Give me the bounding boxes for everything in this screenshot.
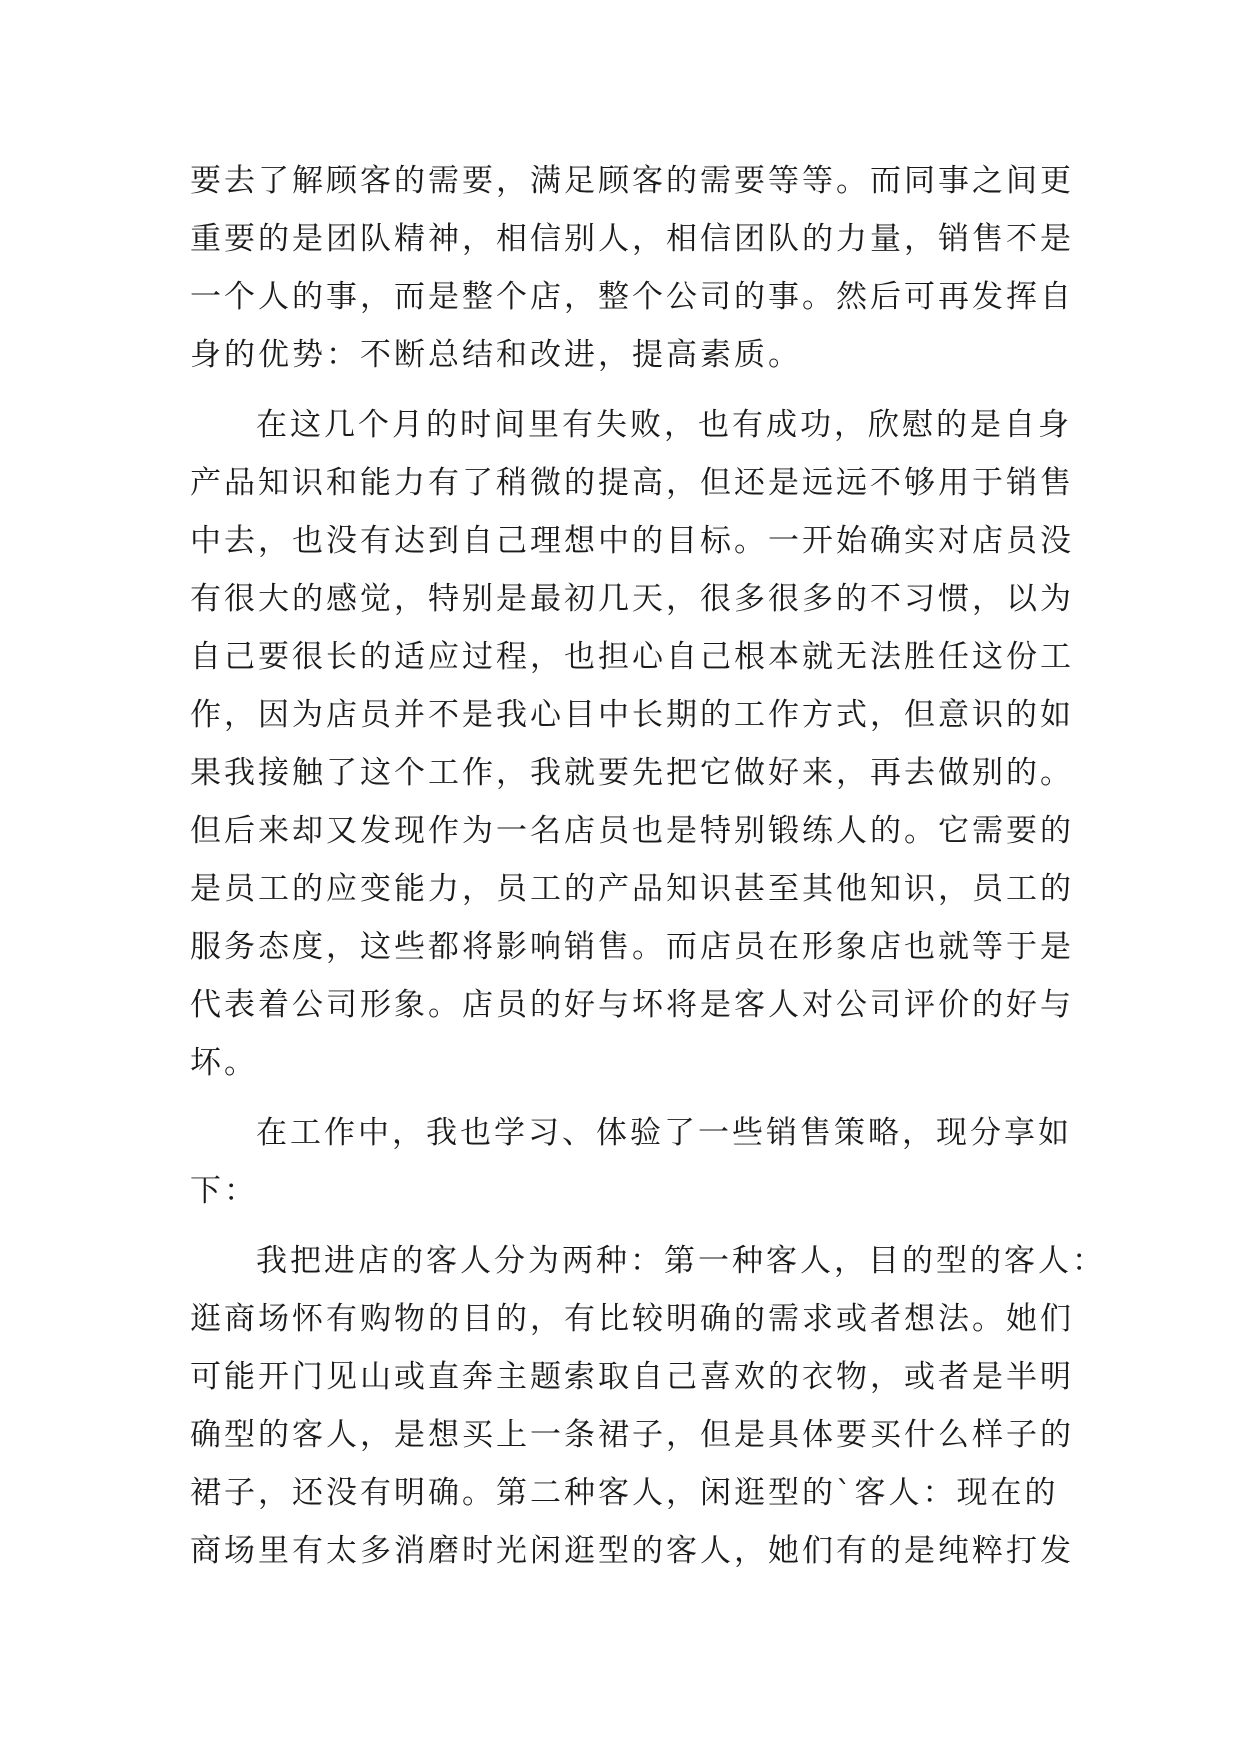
- text-line: 果我接触了这个工作，我就要先把它做好来，再去做别的。: [190, 755, 1074, 791]
- text-line: 商场里有太多消磨时光闲逛型的客人，她们有的是纯粹打发: [190, 1533, 1074, 1569]
- text-line: 确型的客人，是想买上一条裙子，但是具体要买什么样子的: [190, 1417, 1074, 1453]
- paragraph-first-line: 我把进店的客人分为两种：第一种客人，目的型的客人：: [256, 1243, 1106, 1279]
- text-line: 有很大的感觉，特别是最初几天，很多很多的不习惯，以为: [190, 581, 1074, 617]
- document-body: [190, 152, 1106, 1580]
- text-line: 服务态度，这些都将影响销售。而店员在形象店也就等于是: [190, 929, 1074, 965]
- text-line: 重要的是团队精神，相信别人，相信团队的力量，销售不是: [190, 221, 1074, 257]
- paragraph-first-line: 在工作中，我也学习、体验了一些销售策略，现分享如: [256, 1115, 1072, 1151]
- paragraph-first-line: 在这几个月的时间里有失败，也有成功，欣慰的是自身: [256, 407, 1072, 443]
- text-line: 一个人的事，而是整个店，整个公司的事。然后可再发挥自: [190, 279, 1074, 315]
- text-line: 中去，也没有达到自己理想中的目标。一开始确实对店员没: [190, 523, 1074, 559]
- text-line: 自己要很长的适应过程，也担心自己根本就无法胜任这份工: [190, 639, 1074, 675]
- text-line: 坏。: [190, 1045, 258, 1081]
- text-line: 裙子，还没有明确。第二种客人，闲逛型的`客人：现在的: [190, 1475, 1059, 1511]
- text-line: 要去了解顾客的需要，满足顾客的需要等等。而同事之间更: [190, 163, 1074, 199]
- text-line: 逛商场怀有购物的目的，有比较明确的需求或者想法。她们: [190, 1301, 1074, 1337]
- text-line: 产品知识和能力有了稍微的提高，但还是远远不够用于销售: [190, 465, 1074, 501]
- text-line: 下：: [190, 1173, 258, 1209]
- text-line: 是员工的应变能力，员工的产品知识甚至其他知识，员工的: [190, 871, 1074, 907]
- text-line: 代表着公司形象。店员的好与坏将是客人对公司评价的好与: [190, 987, 1074, 1023]
- text-line: 作，因为店员并不是我心目中长期的工作方式，但意识的如: [190, 697, 1074, 733]
- text-line: 但后来却又发现作为一名店员也是特别锻练人的。它需要的: [190, 813, 1074, 849]
- text-line: 身的优势：不断总结和改进，提高素质。: [190, 337, 802, 373]
- text-line: 可能开门见山或直奔主题索取自己喜欢的衣物，或者是半明: [190, 1359, 1074, 1395]
